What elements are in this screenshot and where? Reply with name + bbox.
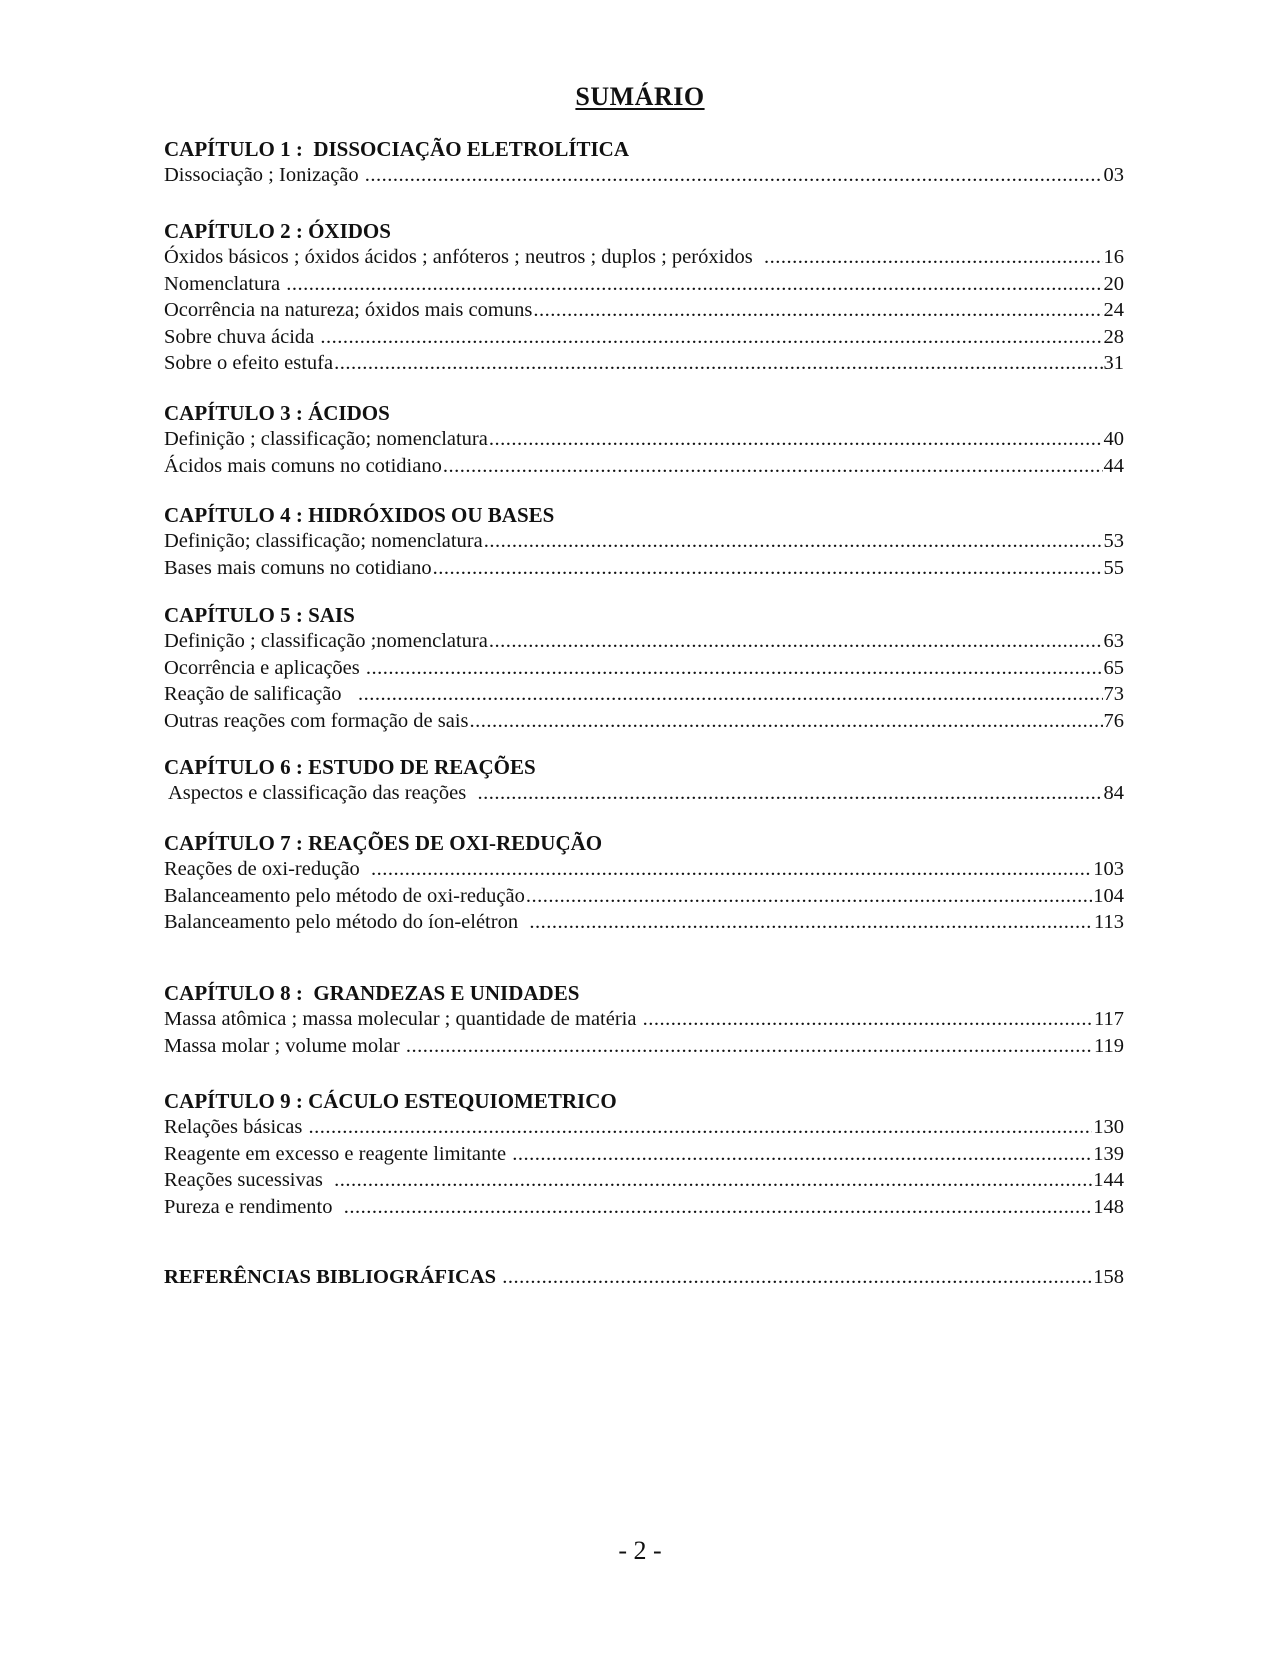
- references-label: REFERÊNCIAS BIBLIOGRÁFICAS: [164, 1266, 502, 1288]
- entry-page-number: 55: [1103, 556, 1124, 579]
- toc-entry: [164, 780, 1124, 807]
- toc-entry: [164, 426, 1124, 453]
- entry-label: Definição ; classificação; nomenclatura: [164, 428, 488, 450]
- dot-leader: [764, 244, 1103, 271]
- chapter-title: CAPÍTULO 1 : DISSOCIAÇÃO ELETROLÍTICA: [164, 137, 630, 161]
- dot-leader: [308, 1114, 1092, 1141]
- entry-page-number: 144: [1093, 1169, 1124, 1191]
- entry-label: Relações básicas: [164, 1116, 308, 1138]
- toc-entry: [164, 528, 1124, 555]
- dot-leader: [320, 324, 1102, 351]
- dot-leader: [512, 1141, 1092, 1168]
- page-number-footer: - 2 -: [618, 1536, 662, 1565]
- chapter-title: CAPÍTULO 6 : ESTUDO DE REAÇÕES: [164, 755, 536, 779]
- entry-page-number: 76: [1103, 709, 1124, 732]
- entry-label: Reação de salificação: [164, 683, 357, 705]
- references-page-number: 158: [1093, 1266, 1124, 1288]
- entry-page-number: 24: [1103, 299, 1124, 321]
- entry-page-number: 20: [1103, 272, 1124, 295]
- dot-leader: [358, 681, 1103, 708]
- toc-entry: [164, 1114, 1124, 1141]
- entry-label: Balanceamento pelo método de oxi-redução: [164, 884, 525, 907]
- dot-leader: [365, 162, 1103, 189]
- entry-page-number: 44: [1103, 454, 1124, 477]
- entry-page-number: 53: [1103, 530, 1124, 552]
- toc-entry: [164, 1033, 1124, 1060]
- entry-page-number: 148: [1093, 1195, 1124, 1218]
- entry-label: Definição; classificação; nomenclatura: [164, 530, 483, 552]
- entry-page-number: 84: [1103, 782, 1124, 804]
- chapter-4: [164, 502, 1124, 581]
- chapter-9: [164, 1088, 1124, 1220]
- entry-page-number: 73: [1103, 683, 1124, 705]
- toc-entry: [164, 909, 1124, 936]
- chapter-6: [164, 754, 1124, 807]
- entry-label: Bases mais comuns no cotidiano: [164, 556, 432, 579]
- dot-leader: [489, 426, 1103, 453]
- toc-entry: [164, 655, 1124, 682]
- references-entry: [164, 1264, 1124, 1291]
- entry-label: Definição ; classificação ;nomenclatura: [164, 630, 488, 652]
- entry-page-number: 113: [1094, 911, 1124, 933]
- dot-leader: [406, 1033, 1093, 1060]
- toc-entry: [164, 324, 1124, 351]
- toc-entry: [164, 453, 1124, 480]
- entry-label: Ocorrência e aplicações: [164, 656, 365, 679]
- chapter-title: CAPÍTULO 9 : CÁCULO ESTEQUIOMETRICO: [164, 1089, 617, 1113]
- dot-leader: [433, 555, 1103, 582]
- entry-page-number: 16: [1103, 246, 1124, 268]
- chapter-title: CAPÍTULO 3 : ÁCIDOS: [164, 401, 390, 425]
- dot-leader: [484, 528, 1103, 555]
- entry-label: Sobre o efeito estufa: [164, 352, 334, 374]
- chapter-title: CAPÍTULO 7 : REAÇÕES DE OXI-REDUÇÃO: [164, 831, 603, 855]
- chapter-3: [164, 400, 1124, 479]
- entry-label: Reagente em excesso e reagente limitante: [164, 1142, 512, 1165]
- toc-entry: [164, 271, 1124, 298]
- dot-leader: [526, 883, 1092, 910]
- entry-page-number: 03: [1103, 164, 1124, 186]
- toc-entry: [164, 1194, 1124, 1221]
- entry-page-number: 139: [1093, 1142, 1124, 1165]
- entry-label: Reações sucessivas: [164, 1169, 334, 1191]
- toc-entry: [164, 628, 1124, 655]
- entry-page-number: 130: [1093, 1116, 1124, 1138]
- entry-label: Ácidos mais comuns no cotidiano: [164, 454, 442, 477]
- dot-leader: [533, 297, 1102, 324]
- dot-leader: [366, 655, 1103, 682]
- dot-leader: [344, 1194, 1093, 1221]
- entry-label: Sobre chuva ácida: [164, 325, 320, 348]
- dot-leader: [489, 628, 1103, 655]
- entry-page-number: 63: [1103, 630, 1124, 652]
- entry-page-number: 65: [1103, 656, 1124, 679]
- entry-label: Nomenclatura: [164, 272, 286, 295]
- chapter-8: [164, 980, 1124, 1059]
- entry-label: Pureza e rendimento: [164, 1195, 343, 1218]
- chapter-title: CAPÍTULO 2 : ÓXIDOS: [164, 219, 391, 243]
- entry-label: Reações de oxi-redução: [164, 858, 371, 880]
- chapter-title: CAPÍTULO 5 : SAIS: [164, 603, 355, 627]
- dot-leader: [643, 1006, 1093, 1033]
- references-section: [164, 1264, 1124, 1291]
- entry-page-number: 31: [1103, 352, 1124, 374]
- entry-page-number: 28: [1103, 325, 1124, 348]
- chapter-5: [164, 602, 1124, 734]
- toc-entry: [164, 708, 1124, 735]
- entry-page-number: 117: [1094, 1008, 1124, 1030]
- toc-entry: [164, 244, 1124, 271]
- entry-page-number: 40: [1103, 428, 1124, 450]
- dot-leader: [529, 909, 1093, 936]
- entry-page-number: 103: [1093, 858, 1124, 880]
- toc-entry: [164, 856, 1124, 883]
- dot-leader: [478, 780, 1103, 807]
- toc-entry: [164, 297, 1124, 324]
- entry-label: Massa molar ; volume molar: [164, 1034, 405, 1057]
- toc-entry: [164, 350, 1124, 377]
- entry-label: Massa atômica ; massa molecular ; quantidade de matéria: [164, 1008, 642, 1030]
- dot-leader: [470, 708, 1103, 735]
- dot-leader: [334, 350, 1102, 377]
- toc-entry: [164, 1167, 1124, 1194]
- entry-label: Outras reações com formação de sais: [164, 709, 469, 732]
- page-title: SUMÁRIO: [575, 82, 705, 111]
- toc-entry: [164, 555, 1124, 582]
- chapter-2: [164, 218, 1124, 377]
- entry-page-number: 119: [1094, 1034, 1124, 1057]
- dot-leader: [371, 856, 1092, 883]
- dot-leader: [502, 1264, 1092, 1291]
- chapter-1: [164, 136, 1124, 189]
- chapter-7: [164, 830, 1124, 936]
- entry-label: Balanceamento pelo método do íon-elétron: [164, 911, 529, 933]
- toc-entry: [164, 162, 1124, 189]
- entry-page-number: 104: [1093, 884, 1124, 907]
- entry-label: Óxidos básicos ; óxidos ácidos ; anfóteros ; neutros ; duplos ; peróxidos: [164, 246, 763, 268]
- chapter-title: CAPÍTULO 8 : GRANDEZAS E UNIDADES: [164, 981, 580, 1005]
- entry-label: Dissociação ; Ionização: [164, 164, 364, 186]
- toc-entry: [164, 681, 1124, 708]
- toc-entry: [164, 883, 1124, 910]
- entry-label: Aspectos e classificação das reações: [164, 782, 477, 804]
- dot-leader: [286, 271, 1102, 298]
- toc-entry: [164, 1141, 1124, 1168]
- dot-leader: [443, 453, 1103, 480]
- toc-entry: [164, 1006, 1124, 1033]
- dot-leader: [334, 1167, 1092, 1194]
- chapter-title: CAPÍTULO 4 : HIDRÓXIDOS OU BASES: [164, 503, 555, 527]
- entry-label: Ocorrência na natureza; óxidos mais comuns: [164, 299, 533, 321]
